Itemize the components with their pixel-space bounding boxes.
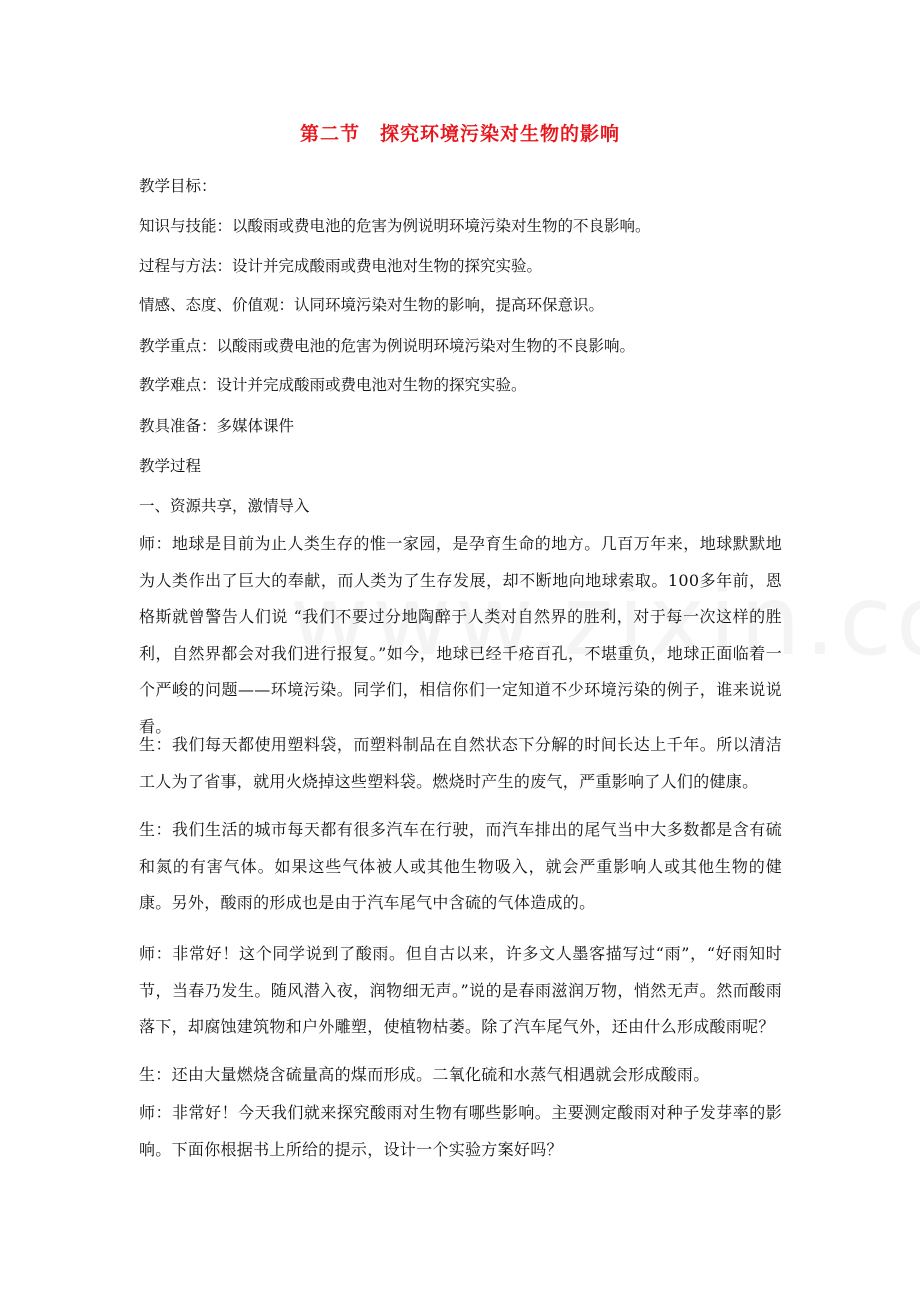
section-one-heading: 一、资源共享，激情导入 [139, 497, 310, 515]
process-heading: 教学过程 [139, 457, 202, 475]
paragraph-teacher-intro: 师：地球是目前为止人类生存的惟一家园，是孕育生命的地方。几百万年来，地球默默地为人类作出了巨大的奉献，而人类为了生存发展，却不断地向地球索取。100多年前，恩格斯就曾警告人们说 “我们不要过分地陶醉于人类对自然界的胜利，对于每一次这样的胜利，自然界都会对我们进行报复。”如今，地球已经千疮百孔，不堪重负，地球正面临着一个严峻的问题——环境污染。同学们，相信你们一定知道不少环境污染的例子，谁来说说看。 [139, 534, 782, 736]
paragraph-student-exhaust: 生：我们生活的城市每天都有很多汽车在行驶，而汽车排出的尾气当中大多数都是含有硫和氮的有害气体。如果这些气体被人或其他生物吸入，就会严重影响人或其他生物的健康。另外，酸雨的形成也是由于汽车尾气中含硫的气体造成的。 [139, 820, 782, 913]
teaching-materials: 教具准备：多媒体课件 [139, 417, 295, 435]
page-title: 第二节 探究环境污染对生物的影响 [299, 123, 620, 145]
teaching-difficulty: 教学难点：设计并完成酸雨或费电池对生物的探究实验。 [139, 376, 527, 394]
objective-process-method: 过程与方法：设计并完成酸雨或费电池对生物的探究实验。 [139, 257, 543, 275]
teaching-key-point: 教学重点：以酸雨或费电池的危害为例说明环境污染对生物的不良影响。 [139, 337, 636, 355]
paragraph-student-coal: 生：还由大量燃烧含硫量高的煤而形成。二氧化硫和水蒸气相遇就会形成酸雨。 [139, 1065, 710, 1084]
paragraph-student-plastic: 生：我们每天都使用塑料袋，而塑料制品在自然状态下分解的时间长达上千年。所以清洁工人为了省事，就用火烧掉这些塑料袋。燃烧时产生的废气，严重影响了人们的健康。 [139, 735, 782, 791]
objective-emotion: 情感、态度、价值观：认同环境污染对生物的影响，提高环保意识。 [139, 296, 605, 314]
paragraph-teacher-experiment: 师：非常好！今天我们就来探究酸雨对生物有哪些影响。主要测定酸雨对种子发芽率的影响。下面你根据书上所给的提示，设计一个实验方案好吗？ [139, 1103, 782, 1159]
objectives-heading: 教学目标： [139, 177, 217, 195]
paragraph-teacher-acid-rain: 师：非常好！这个同学说到了酸雨。但自古以来，许多文人墨客描写过“雨”，“好雨知时节，当春乃发生。随风潜入夜，润物细无声。”说的是春雨滋润万物，悄然无声。然而酸雨落下，却腐蚀建筑物和户外雕塑，使植物枯萎。除了汽车尾气外，还由什么形成酸雨呢？ [139, 944, 782, 1037]
objective-knowledge: 知识与技能：以酸雨或费电池的危害为例说明环境污染对生物的不良影响。 [139, 217, 651, 235]
